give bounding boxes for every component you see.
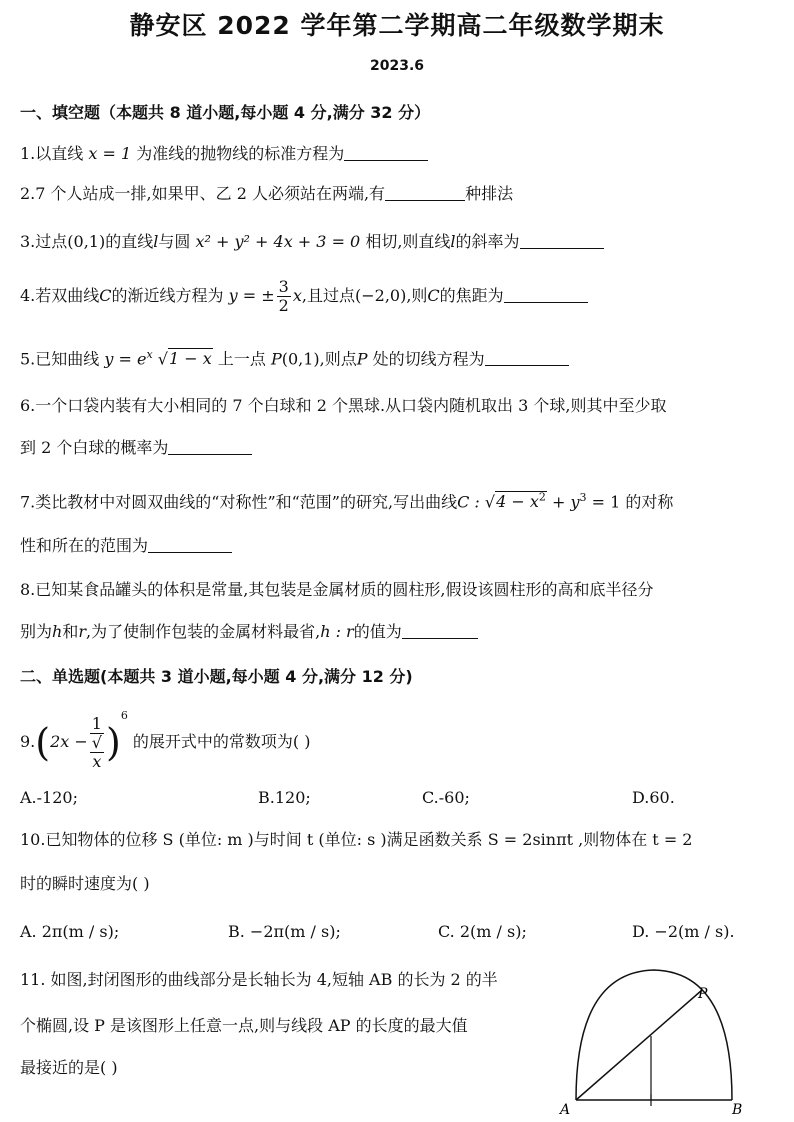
q9-option-d[interactable]: D.60. xyxy=(632,788,675,807)
exam-date: 2023.6 xyxy=(369,58,425,74)
label-b: B xyxy=(732,1102,743,1116)
q9-option-c[interactable]: C.-60; xyxy=(422,788,470,807)
answer-blank xyxy=(168,438,252,455)
answer-blank xyxy=(485,349,569,366)
segment-ap xyxy=(576,990,702,1100)
section2-title: 二、单选题(本题共 3 道小题,每小题 4 分,满分 12 分) xyxy=(20,667,413,686)
question-9: 9.(2x − 1 √ x )$^6$ 的展开式中的常数项为( ) xyxy=(20,709,311,771)
label-p: P xyxy=(698,986,708,1002)
question-10: 10.已知物体的位移 S (单位: m )与时间 t (单位: s )满足函数关系 S = 2sinπt ,则物体在 t = 2 xyxy=(20,830,693,849)
answer-blank xyxy=(385,184,465,201)
question-4: 4.若双曲线C的渐近线方程为 y = ± $\frac{3}{2}$ x,且过点(−2,0),则C的焦距为 xyxy=(20,278,588,315)
question-8: 8.已知某食品罐头的体积是常量,其包装是金属材质的圆柱形,假设该圆柱形的高和底半径分 xyxy=(20,580,654,599)
question-11: 11. 如图,封闭图形的曲线部分是长轴长为 4,短轴 AB 的长为 2 的半 xyxy=(20,970,498,989)
q9-option-b[interactable]: B.120; xyxy=(258,788,311,807)
q9-option-a[interactable]: A.-120; xyxy=(20,788,78,807)
answer-blank xyxy=(344,144,428,161)
answer-blank xyxy=(402,622,478,639)
question-5: 5.已知曲线 $y = e^x$ √1 − x 上一点 P(0,1),则点P 处的切线方程为 xyxy=(20,345,569,369)
section1-title: 一、填空题（本题共 8 道小题,每小题 4 分,满分 32 分） xyxy=(20,103,431,122)
question-6-line2: 到 2 个白球的概率为 xyxy=(20,438,252,458)
question-10-line2: 时的瞬时速度为( ) xyxy=(20,874,150,893)
question-6: 6.一个口袋内装有大小相同的 7 个白球和 2 个黑球.从口袋内随机取出 3 个球,则其中至少取 xyxy=(20,396,667,415)
answer-blank xyxy=(148,536,232,553)
question-1: 1.以直线 x = 1 为准线的抛物线的标准方程为 xyxy=(20,144,428,164)
answer-blank xyxy=(504,286,588,303)
label-a: A xyxy=(560,1102,571,1116)
half-ellipse-figure xyxy=(556,964,786,1116)
question-7: 7.类比教材中对圆双曲线的“对称性”和“范围”的研究,写出曲线C : $√4 - x^2 + y^3 = 1$ 的对称 xyxy=(20,491,674,512)
answer-blank xyxy=(520,232,604,249)
question-11-line2: 个椭圆,设 P 是该图形上任意一点,则与线段 AP 的长度的最大值 xyxy=(20,1016,468,1035)
question-7-line2: 性和所在的范围为 xyxy=(20,536,232,556)
page-title: 静安区 2022 学年第二学期高二年级数学期末 xyxy=(129,11,665,40)
q10-option-b[interactable]: B. −2π(m / s); xyxy=(228,922,341,941)
question-11-line3: 最接近的是( ) xyxy=(20,1058,118,1077)
question-2: 2.7 个人站成一排,如果甲、乙 2 人必须站在两端,有 种排法 xyxy=(20,184,514,203)
q10-option-a[interactable]: A. 2π(m / s); xyxy=(20,922,120,941)
question-3: 3.过点(0,1)的直线l与圆 x² + y² + 4x + 3 = 0 相切,则直线l的斜率为 xyxy=(20,232,604,252)
question-8-line2: 别为h和r,为了使制作包装的金属材料最省,h : r的值为 xyxy=(20,622,478,642)
q10-option-c[interactable]: C. 2(m / s); xyxy=(438,922,527,941)
q10-option-d[interactable]: D. −2(m / s). xyxy=(632,922,735,941)
